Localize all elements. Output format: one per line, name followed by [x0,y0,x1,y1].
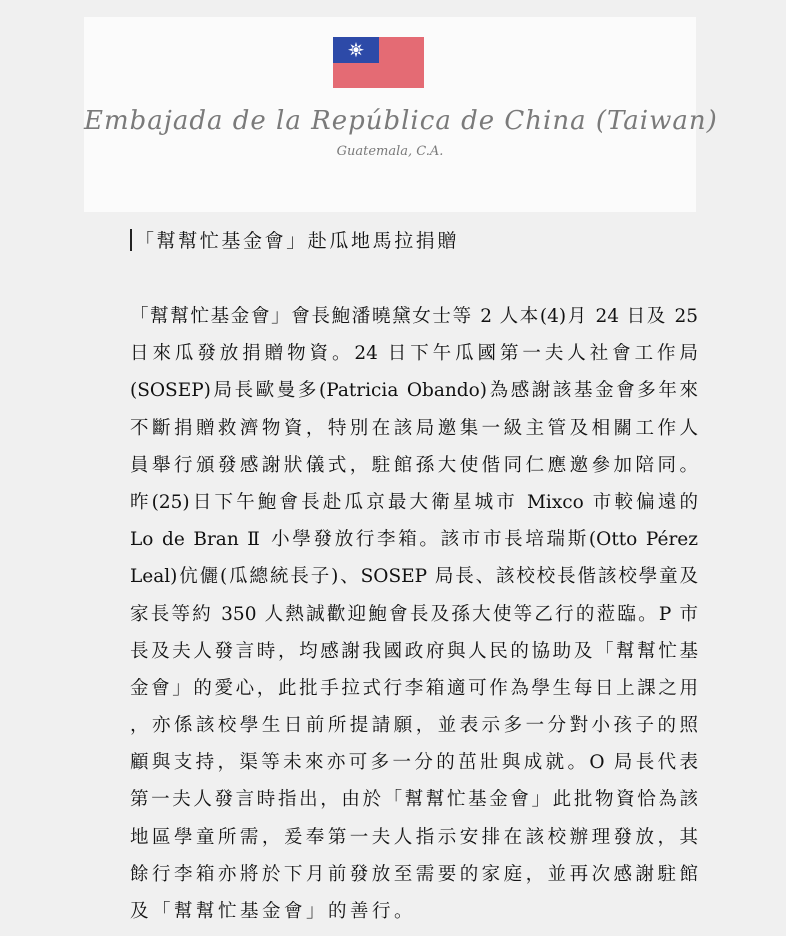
document-title[interactable]: 「幫幫忙基金會」赴瓜地馬拉捐贈 [135,230,460,252]
body-line: 不斷捐贈救濟物資，特別在該局邀集一級主管及相關工作人 [130,417,698,439]
body-line: 餘行李箱亦將於下月前發放至需要的家庭，並再次感謝駐館 [130,863,698,885]
body-line: 顧與支持，渠等未來亦可多一分的茁壯與成就。O 局長代表 [130,752,698,774]
document-body[interactable] [130,298,698,930]
body-line: Lo de Bran Ⅱ 小學發放行李箱。該市市長培瑞斯(Otto Pérez [130,529,698,551]
taiwan-flag-icon [333,37,424,88]
body-line: 金會」的愛心，此批手拉式行李箱適可作為學生每日上課之用 [130,677,698,699]
body-line: 及「幫幫忙基金會」的善行。 [130,901,417,922]
body-line: 「幫幫忙基金會」會長鮑潘曉黛女士等 2 人本(4)月 24 日及 25 [130,306,698,327]
body-line: 長及夫人發言時，均感謝我國政府與人民的協助及「幫幫忙基 [130,640,698,662]
body-line: Leal)伉儷(瓜總統長子)、SOSEP 局長、該校校長偕該校學童及 [130,566,698,588]
embassy-city: Guatemala, C.A. [336,144,444,159]
body-line: 日來瓜發放捐贈物資。24 日下午瓜國第一夫人社會工作局 [130,343,698,365]
letterhead [84,17,718,212]
text-cursor [130,229,132,251]
body-line: 第一夫人發言時指出，由於「幫幫忙基金會」此批物資恰為該 [130,789,698,811]
flag-canton [333,37,379,63]
body-line: 地區學童所需，爰奉第一夫人指示安排在該校辦理發放，其 [130,826,698,848]
body-line: 昨(25)日下午鮑會長赴瓜京最大衛星城市 Mixco 市較偏遠的 [130,491,698,513]
body-line: (SOSEP)局長歐曼多(Patricia Obando)為感謝該基金會多年來 [130,380,698,402]
body-line: 員舉行頒發感謝狀儀式，駐館孫大使偕同仁應邀參加陪同。 [130,454,698,476]
body-line: 家長等約 350 人熱誠歡迎鮑會長及孫大使等乙行的蒞臨。P 市 [130,603,698,625]
white-sun-icon [344,41,368,59]
body-line: ，亦係該校學生日前所提請願，並表示多一分對小孩子的照 [130,715,698,737]
embassy-name: Embajada de la República de China (Taiwan) [84,106,718,136]
